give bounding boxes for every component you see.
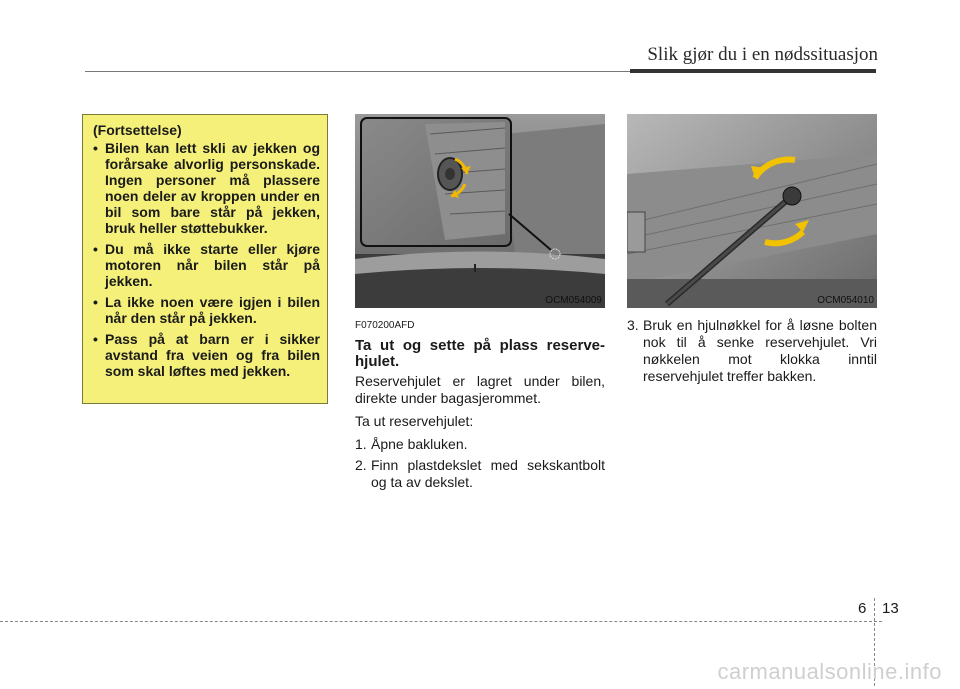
step-item: 1. Åpne bakluken. bbox=[355, 436, 468, 452]
warning-item: • La ikke noen være igjen i bilen når den står på jekken. bbox=[93, 294, 320, 326]
watermark: carmanualsonline.info bbox=[717, 659, 942, 684]
page-number: 13 bbox=[882, 600, 899, 617]
warning-item: • Bilen kan lett skli av jekken og forårsake alvorlig personskade. Ingen personer må plassere noen deler av kroppen under en bil som bare står på jekken, bruk heller støttebukker. bbox=[93, 140, 320, 236]
figure-wrench-bolt bbox=[627, 114, 877, 308]
lead-paragraph: Ta ut reservehjulet: bbox=[355, 413, 474, 429]
bullet-icon: • bbox=[93, 241, 98, 257]
page-header-title: Slik gjør du i en nødssituasjon bbox=[647, 44, 878, 65]
figure-trunk-cover bbox=[355, 114, 605, 308]
right-column bbox=[627, 317, 877, 389]
warning-box bbox=[82, 114, 328, 404]
warning-item: • Pass på at barn er i sikker avstand fra veien og fra bilen som skal løftes med jekken. bbox=[93, 331, 320, 379]
trunk-cover-illustration bbox=[355, 114, 605, 308]
section-title: Ta ut og sette på plass reserve-hjulet. bbox=[355, 337, 605, 370]
figure-caption: OCM054010 bbox=[817, 295, 874, 306]
bullet-icon: • bbox=[93, 294, 98, 310]
step-item: 3. Bruk en hjulnøkkel for å løsne bolten nok til å senke reservehjulet. Vri nøkkelen mot klokka inntil reservehjulet treffer bakken. bbox=[627, 317, 877, 384]
chapter-number: 6 bbox=[858, 600, 867, 617]
intro-paragraph: Reservehjulet er lagret under bilen, direkte under bagasjerommet. bbox=[355, 373, 605, 406]
figure-caption: OCM054009 bbox=[545, 295, 602, 306]
wrench-bolt-illustration bbox=[627, 114, 877, 308]
step-item: 2. Finn plastdekslet med sekskantbolt og ta av dekslet. bbox=[355, 457, 605, 490]
footer-rule bbox=[0, 621, 882, 622]
middle-column bbox=[355, 317, 605, 495]
header-rule-accent bbox=[630, 69, 876, 73]
bullet-icon: • bbox=[93, 140, 98, 156]
bullet-icon: • bbox=[93, 331, 98, 347]
section-code: F070200AFD bbox=[355, 320, 415, 331]
warning-heading: (Fortsettelse) bbox=[93, 122, 182, 138]
warning-item: • Du må ikke starte eller kjøre motoren når bilen står på jekken. bbox=[93, 241, 320, 289]
